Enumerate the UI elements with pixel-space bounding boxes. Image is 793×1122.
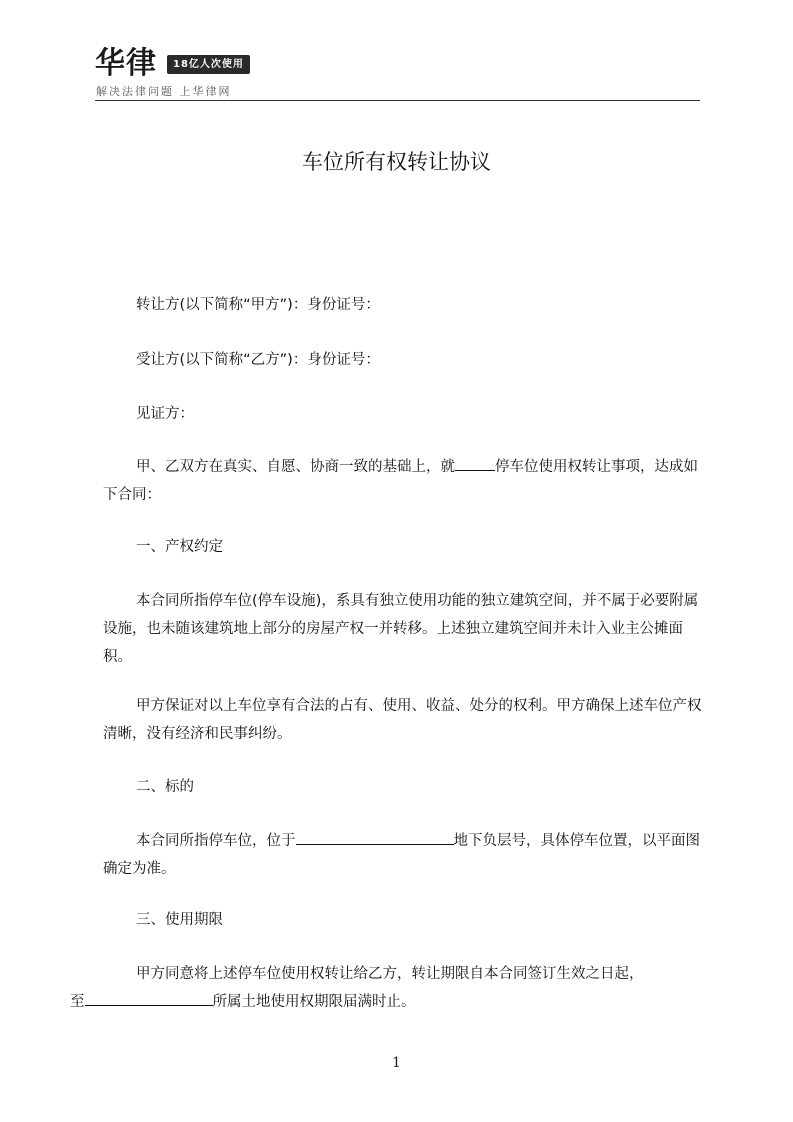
section-3-text-start: 至 xyxy=(70,994,85,1010)
header-divider xyxy=(95,100,700,101)
site-header xyxy=(95,44,700,102)
slogan: 解决法律问题 上华律网 xyxy=(96,85,232,98)
usage-badge: 18亿人次使用 xyxy=(167,55,250,74)
fill-blank-location xyxy=(296,828,454,845)
section-2-text-end: 地下负层号，具体停车位置，以平面图确定为准。 xyxy=(103,833,700,877)
section-1-paragraph-1: 本合同所指停车位(停车设施)，系具有独立使用功能的独立建筑空间，并不属于必要附属设施，也未随该建筑地上部分的房屋产权一并转移。上述独立建筑空间并未计入业主公摊面积。 xyxy=(103,593,699,665)
fill-blank-term xyxy=(85,989,213,1006)
section-1-heading: 一、产权约定 xyxy=(136,539,223,555)
section-2-paragraph xyxy=(103,827,703,883)
intro-paragraph xyxy=(103,453,703,509)
intro-text-end: 停车位使用权转让事项，达成如下合同： xyxy=(103,459,698,503)
section-2-text-start: 本合同所指停车位，位于 xyxy=(136,833,296,849)
section-3-text-end: 所属土地使用权期限届满时止。 xyxy=(212,994,416,1010)
fill-blank-parking xyxy=(455,454,495,471)
section-2-heading: 二、标的 xyxy=(136,779,194,795)
page-number: 1 xyxy=(392,1055,401,1071)
section-3-paragraph xyxy=(70,960,703,1016)
logo[interactable] xyxy=(95,44,250,84)
party-b-line: 受让方(以下简称“乙方”)：身份证号： xyxy=(136,352,380,368)
party-a-line: 转让方(以下简称“甲方”)：身份证号： xyxy=(136,297,380,313)
section-3-line-2 xyxy=(70,994,416,1010)
document-title: 车位所有权转让协议 xyxy=(302,150,491,174)
section-3-heading: 三、使用期限 xyxy=(136,912,223,928)
logo-wordmark: 华律 xyxy=(95,46,157,81)
section-1-paragraph-2: 甲方保证对以上车位享有合法的占有、使用、收益、处分的权利。甲方确保上述车位产权清晰，没有经济和民事纠纷。 xyxy=(103,698,702,742)
witness-line: 见证方： xyxy=(136,406,194,422)
intro-text-start: 甲、乙双方在真实、自愿、协商一致的基础上，就 xyxy=(136,459,455,475)
section-3-line-1: 甲方同意将上述停车位使用权转让给乙方，转让期限自本合同签订生效之日起， xyxy=(136,966,644,982)
